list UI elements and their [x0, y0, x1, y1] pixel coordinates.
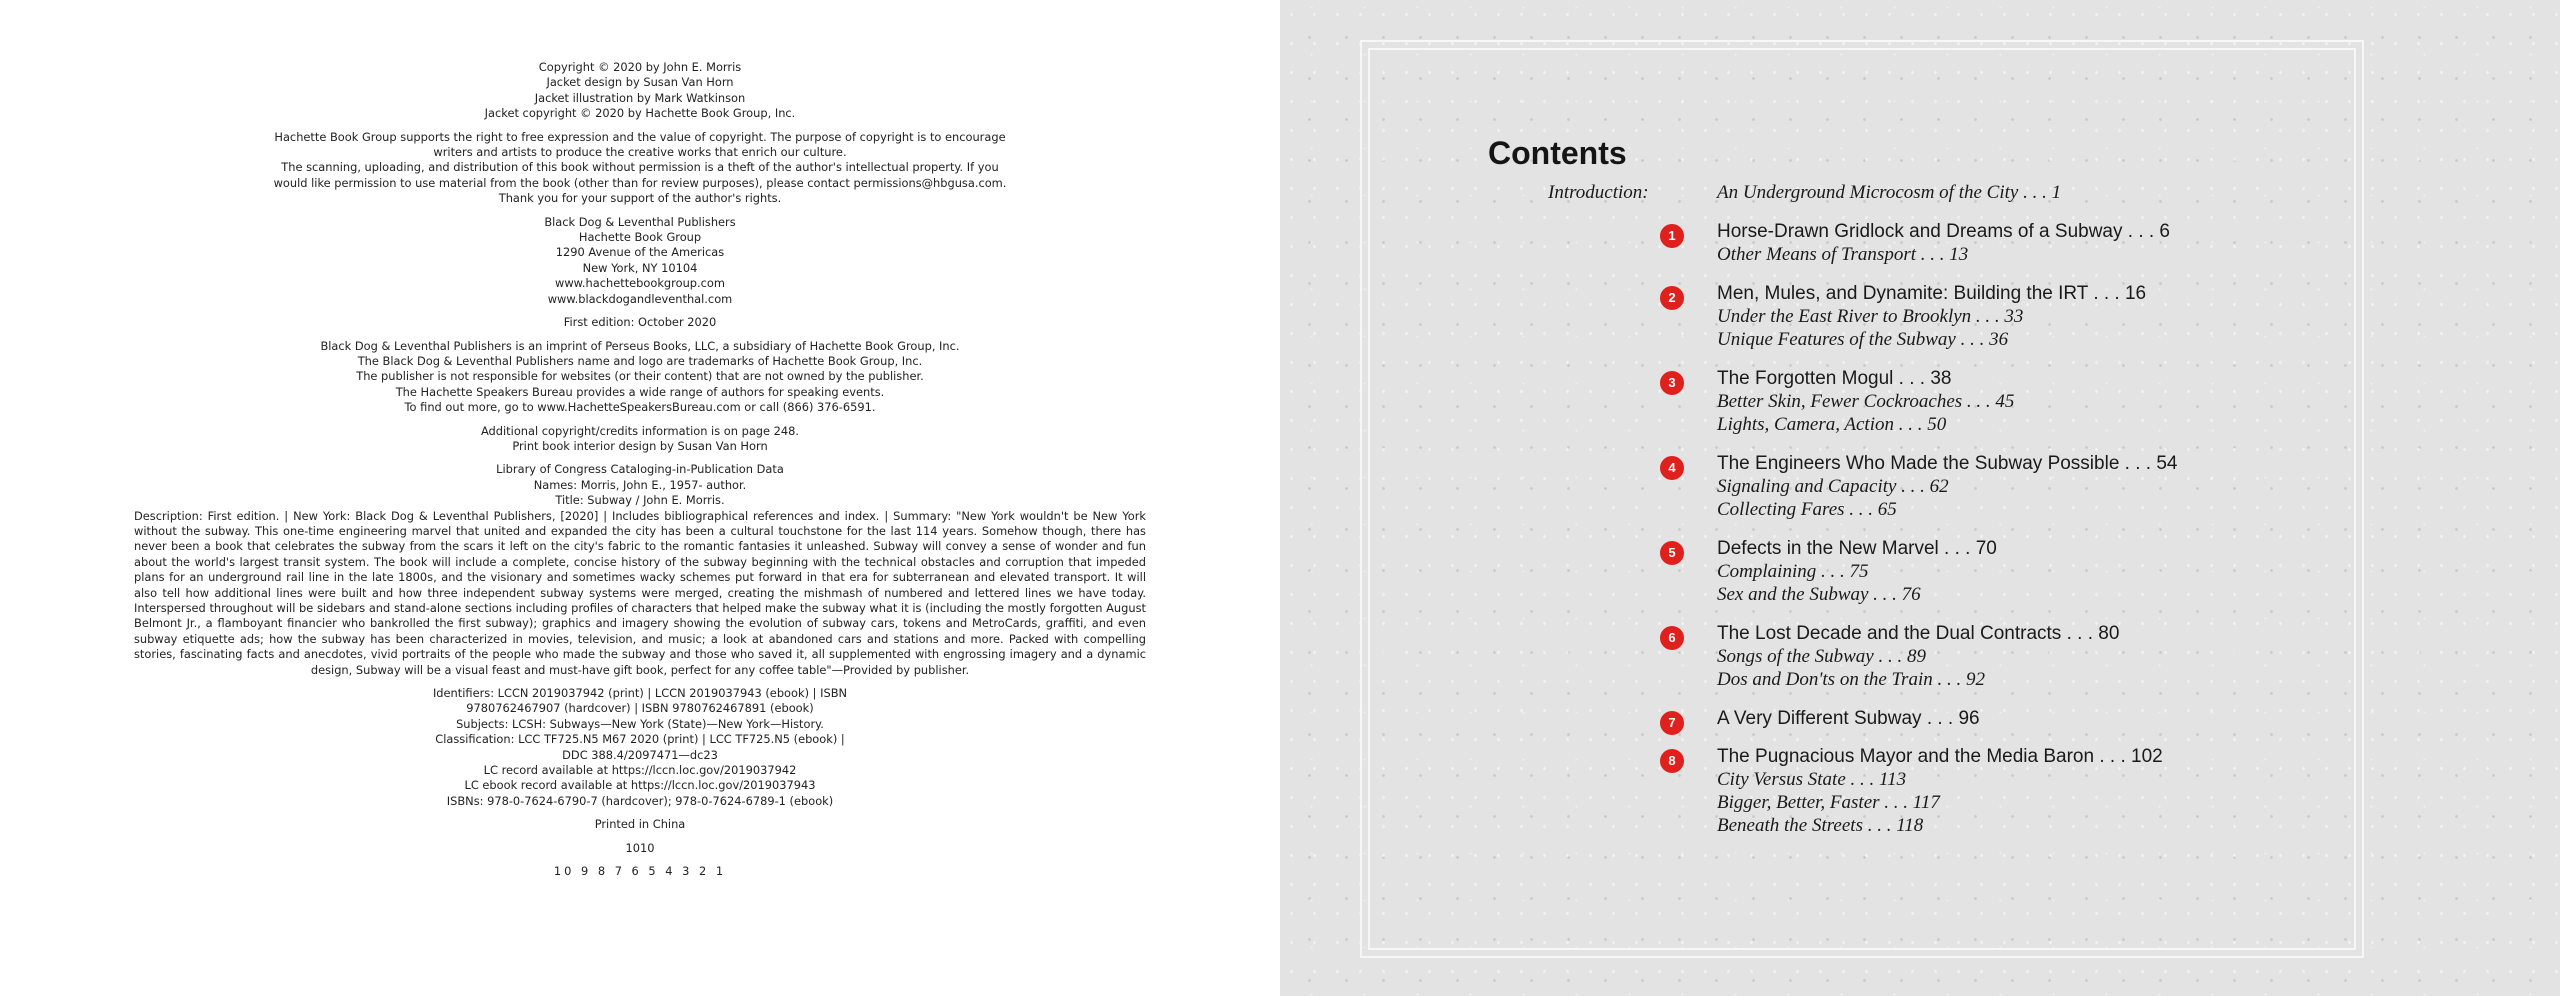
intro-label: Introduction: [1548, 182, 1649, 203]
copyright-line: would like permission to use material from the book (other than for review purposes), please contact permissions@hbgusa.com. [273, 175, 1007, 190]
copyright-line: 9780762467907 (hardcover) | ISBN 9780762467891 (ebook) [466, 701, 814, 716]
copyright-line: 1010 [625, 840, 655, 855]
copyright-line: www.blackdogandleventhal.com [547, 291, 733, 306]
chapter-title: The Lost Decade and the Dual Contracts . . . 80 [1717, 623, 2120, 644]
copyright-line: Library of Congress Cataloging-in-Publication Data [496, 462, 784, 477]
chapter-number-badge: 1 [1660, 224, 1684, 248]
chapter-number-badge: 6 [1660, 626, 1684, 650]
intro-title: An Underground Microcosm of the City . . . 1 [1717, 182, 2062, 203]
contents-page [1280, 0, 2560, 996]
chapter-title: The Pugnacious Mayor and the Media Baron . . . 102 [1717, 746, 2163, 767]
chapter-number-badge: 4 [1660, 456, 1684, 480]
copyright-line: Print book interior design by Susan Van Horn [512, 438, 768, 453]
copyright-line: The publisher is not responsible for websites (or their content) that are not owned by the publisher. [356, 369, 924, 384]
copyright-line: LC record available at https://lccn.loc.gov/2019037942 [483, 763, 797, 778]
imprint-info [134, 339, 1146, 416]
copyright-line: Copyright © 2020 by John E. Morris [538, 60, 742, 74]
copyright-line: LC ebook record available at https://lccn.loc.gov/2019037943 [464, 778, 816, 793]
copyright-line: Additional copyright/credits information is on page 248. [480, 423, 800, 438]
copyright-line: To find out more, go to www.HachetteSpeakersBureau.com or call (866) 376-6591. [404, 400, 876, 415]
copyright-credits [134, 60, 1146, 122]
copyright-line: Classification: LCC TF725.N5 M67 2020 (print) | LCC TF725.N5 (ebook) | [435, 732, 845, 747]
copyright-line: Names: Morris, John E., 1957- author. [533, 477, 747, 492]
chapter-title: The Forgotten Mogul . . . 38 [1717, 368, 1952, 389]
copyright-line: Title: Subway / John E. Morris. [555, 493, 725, 508]
copyright-line: Jacket design by Susan Van Horn [546, 75, 734, 90]
copyright-line: Identifiers: LCCN 2019037942 (print) | LCCN 2019037943 (ebook) | ISBN [432, 686, 848, 701]
copyright-line: Subjects: LCSH: Subways—New York (State)—New York—History. [456, 716, 824, 731]
chapter-number-badge: 7 [1660, 711, 1684, 735]
chapter-number-badge: 5 [1660, 541, 1684, 565]
section-title: Lights, Camera, Action . . . 50 [1717, 414, 1947, 435]
copyright-line: DDC 388.4/2097471—dc23 [562, 747, 718, 762]
copyright-line: Black Dog & Leventhal Publishers [544, 214, 736, 229]
section-title: Other Means of Transport . . . 13 [1717, 244, 1969, 265]
printed-in [134, 817, 1146, 832]
copyright-line: Printed in China [594, 817, 686, 832]
copyright-line: The Hachette Speakers Bureau provides a wide range of authors for speaking events. [395, 384, 885, 399]
copyright-line: The Black Dog & Leventhal Publishers name and logo are trademarks of Hachette Book Group, Inc. [357, 353, 923, 368]
section-title: Signaling and Capacity . . . 62 [1717, 476, 1949, 497]
edition-info [134, 315, 1146, 330]
section-title: Collecting Fares . . . 65 [1717, 499, 1897, 520]
copyright-notice [134, 130, 1146, 207]
copyright-line: New York, NY 10104 [582, 260, 698, 275]
section-title: Unique Features of the Subway . . . 36 [1717, 329, 2009, 350]
contents-title: Contents [1488, 135, 1627, 171]
copyright-line: First edition: October 2020 [563, 315, 717, 330]
copyright-line: Jacket copyright © 2020 by Hachette Book Group, Inc. [484, 106, 796, 121]
section-title: Sex and the Subway . . . 76 [1717, 584, 1921, 605]
chapter-number-badge: 2 [1660, 286, 1684, 310]
chapter-title: Horse-Drawn Gridlock and Dreams of a Subway . . . 6 [1717, 221, 2171, 242]
chapter-title: The Engineers Who Made the Subway Possible . . . 54 [1717, 453, 2178, 474]
section-title: Beneath the Streets . . . 118 [1717, 815, 1924, 836]
copyright-line: Thank you for your support of the author's rights. [498, 191, 782, 206]
credits-info [134, 424, 1146, 455]
chapter-title: Defects in the New Marvel . . . 70 [1717, 538, 1997, 559]
section-title: Complaining . . . 75 [1717, 561, 1869, 582]
section-title: Bigger, Better, Faster . . . 117 [1717, 792, 1940, 813]
chapter-number-badge: 3 [1660, 371, 1684, 395]
cip-header [134, 462, 1146, 508]
cip-description: Description: First edition. | New York: Black Dog & Leventhal Publishers, [2020] | Includes bibliographical references and index. | Summary: "New York wouldn't be New York without the subway. This one-time engineering marvel that united and expanded the city has been a cultural touchstone for the last 114 years. Somehow though, there has never been a book that celebrates the subway from the scars it left on the city's fabric to the romantic fantasies it unleashed. Subway will convey a sense of wonder and fun about the world's largest transit system. The book will include a complete, concise history of the subway beginning with the technical obstacles and corruption that impeded plans for an underground rail line in the late 1800s, and the visionary and sometimes wacky schemes put forward in that era for subterranean and elevated transport. It will also tell how additional lines were built and how three independent subway systems were merged, creating the mishmash of numbered and lettered lines we have today. Interspersed throughout will be sidebars and stand-alone sections including profiles of characters that helped make the subway what it is (including the mostly forgotten August Belmont Jr., a flamboyant financier who bankrolled the first subway); graphics and imagery showing the evolution of subway cars, tokens and MetroCards, graffiti, and even subway etiquette ads; how the subway has been characterized in movies, television, and music; a look at abandoned cars and stations and more. Packed with compelling stories, fascinating facts and anecdotes, vivid portraits of the people who made the subway and those who saved it, all supplemented with engrossing imagery and a dynamic design, Subway will be a visual feast and must-have gift book, perfect for any coffee table"—Provided by publisher. [134, 508, 1146, 677]
printer-key-line: 10 9 8 7 6 5 4 3 2 1 [553, 864, 727, 879]
copyright-line: Hachette Book Group supports the right to free expression and the value of copyright. The purpose of copyright is to encourage [274, 129, 1006, 144]
cip-identifiers [134, 686, 1146, 809]
copyright-text [134, 60, 1146, 888]
copyright-line: The scanning, uploading, and distribution of this book without permission is a theft of the author's intellectual property. If you [281, 160, 999, 175]
section-title: Under the East River to Brooklyn . . . 33 [1717, 306, 2024, 327]
section-title: Better Skin, Fewer Cockroaches . . . 45 [1717, 391, 2015, 412]
section-title: City Versus State . . . 113 [1717, 769, 1907, 790]
print-code [134, 841, 1146, 856]
copyright-line: 1290 Avenue of the Americas [555, 245, 725, 260]
copyright-line: www.hachettebookgroup.com [555, 276, 725, 291]
copyright-line: Black Dog & Leventhal Publishers is an imprint of Perseus Books, LLC, a subsidiary of Hachette Book Group, Inc. [320, 338, 960, 353]
chapter-title: A Very Different Subway . . . 96 [1717, 708, 1980, 729]
chapter-title: Men, Mules, and Dynamite: Building the IRT . . . 16 [1717, 283, 2147, 304]
chapter-number-badge: 8 [1660, 749, 1684, 773]
copyright-line: writers and artists to produce the creative works that enrich our culture. [433, 145, 847, 160]
copyright-line: Hachette Book Group [578, 230, 702, 245]
printer-key [134, 864, 1146, 879]
publisher-address [134, 215, 1146, 307]
copyright-line: ISBNs: 978-0-7624-6790-7 (hardcover); 978-0-7624-6789-1 (ebook) [446, 793, 834, 808]
section-title: Dos and Don'ts on the Train . . . 92 [1717, 669, 1985, 690]
copyright-line: Jacket illustration by Mark Watkinson [534, 90, 746, 105]
section-title: Songs of the Subway . . . 89 [1717, 646, 1926, 667]
